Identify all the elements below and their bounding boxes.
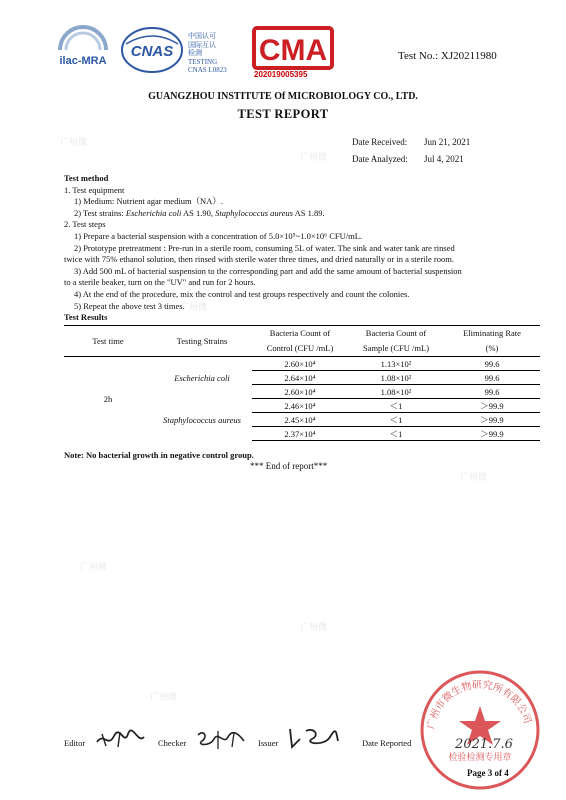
end-of-report: *** End of report*** (250, 461, 328, 471)
col-sample-line1: Bacteria Count of (348, 326, 444, 342)
results-table (64, 325, 540, 441)
eliminating-rate: 99.6 (444, 385, 540, 399)
method-line: 3) Add 500 mL of bacterial suspension to the corresponding part and add the same amount of bacterial suspension (74, 265, 462, 276)
results-heading: Test Results (64, 312, 108, 323)
watermark: 广州微 (300, 622, 328, 632)
control-count: 2.46×10⁴ (252, 399, 348, 413)
stamp-text: 广州市微生物研究所有限公司 (426, 679, 533, 731)
method-line: 2. Test steps (64, 219, 106, 230)
method-heading: Test method (64, 173, 109, 183)
page-number: Page 3 of 4 (467, 768, 509, 778)
control-count: 2.45×10⁴ (252, 413, 348, 427)
sample-count: 1.13×10² (348, 357, 444, 371)
table-row (64, 357, 540, 371)
col-test-time: Test time (64, 326, 152, 357)
test-method-section (64, 173, 544, 324)
dates-block (352, 134, 470, 168)
control-count: 2.60×10⁴ (252, 385, 348, 399)
watermark: 广州微 (180, 302, 208, 312)
method-line (64, 208, 544, 220)
method-line: 5) Repeat the above test 3 times. (74, 300, 185, 311)
institute-name: GUANGZHOU INSTITUTE Of MICROBIOLOGY CO., LTD. (148, 91, 418, 102)
test-time-cell: 2h (103, 393, 113, 404)
checker-label: Checker (158, 738, 187, 748)
cnas-line: 国际互认 (188, 40, 216, 49)
stamp-date: 2021.7.6 (455, 737, 513, 752)
watermark: 广州微 (60, 137, 88, 147)
col-testing-strains: Testing Strains (152, 326, 252, 357)
cma-logo (252, 26, 334, 70)
sample-count: ＜1 (348, 413, 444, 427)
method-line: 2) Prototype pretreatment : Pre-run in a sterile room, consuming 5L of water. The sink and water tank are rinsed (74, 242, 455, 253)
date-analyzed-label: Date Analyzed: (352, 154, 408, 164)
strain-ecoli-code: AS 1.90, (181, 207, 216, 218)
eliminating-rate: ＞99.9 (444, 427, 540, 441)
method-line: 4) At the end of the procedure, mix the control and test groups respectively and count the colonies. (74, 288, 410, 299)
control-count: 2.64×10⁴ (252, 371, 348, 385)
test-number: Test No.: XJ20211980 (398, 50, 497, 62)
cma-text: CMA (258, 34, 328, 67)
date-reported-label: Date Reported (362, 738, 412, 748)
control-count: 2.60×10⁴ (252, 357, 348, 371)
strains-prefix: 2) Test strains: (74, 207, 126, 218)
col-sample-line2: Sample (CFU /mL) (348, 341, 444, 357)
cnas-accreditation-text (188, 32, 227, 75)
report-title: TEST REPORT (237, 107, 329, 121)
issuer-label: Issuer (258, 738, 279, 748)
col-control-line2: Control (CFU /mL) (252, 341, 348, 357)
editor-signature (94, 728, 146, 750)
date-received-value: Jun 21, 2021 (424, 137, 471, 147)
strain-saureus: Staphylococcus aureus (215, 207, 293, 218)
sample-count: 1.08×10² (348, 385, 444, 399)
note (64, 450, 254, 460)
cnas-text: CNAS (130, 43, 174, 60)
strain-ecoli: Escherichia coli (125, 207, 182, 218)
checker-signature (196, 727, 248, 751)
ilac-text: ilac-MRA (59, 55, 107, 67)
issuer-signature (286, 725, 340, 751)
col-rate-line2: (%) (444, 341, 540, 357)
cnas-line: 检测 (188, 49, 202, 57)
watermark: 广州微 (460, 472, 488, 482)
watermark: 广州微 (80, 562, 108, 572)
method-line: 1) Medium: Nutrient agar medium（NA）. (74, 196, 223, 207)
date-analyzed-value: Jul 4, 2021 (424, 154, 464, 164)
control-count: 2.37×10⁴ (252, 427, 348, 441)
col-control-line1: Bacteria Count of (252, 326, 348, 342)
watermark: 广州微 (300, 152, 328, 162)
cnas-logo (120, 26, 184, 74)
strain-cell-ecoli: Escherichia coli (174, 372, 230, 383)
method-line: 1) Prepare a bacterial suspension with a concentration of 5.0×10⁵~1.0×10⁶ CFU/mL. (74, 230, 363, 241)
cma-number: 202019005395 (254, 70, 308, 79)
eliminating-rate: 99.6 (444, 371, 540, 385)
col-rate-line1: Eliminating Rate (444, 326, 540, 342)
date-received-label: Date Received: (352, 137, 408, 147)
editor-label: Editor (64, 738, 86, 748)
eliminating-rate: ＞99.9 (444, 399, 540, 413)
method-line: 1. Test equipment (64, 184, 125, 195)
strain-saureus-code: AS 1.89. (293, 207, 325, 218)
eliminating-rate: 99.6 (444, 357, 540, 371)
sample-count: ＜1 (348, 399, 444, 413)
cnas-line: CNAS L0823 (188, 66, 227, 74)
watermark: 广州微 (150, 692, 178, 702)
sample-count: 1.08×10² (348, 371, 444, 385)
stamp-sub: 检验检测专用章 (448, 753, 512, 763)
sample-count: ＜1 (348, 427, 444, 441)
method-line: to a sterile beaker, turn on the "UV" and run for 2 hours. (64, 277, 256, 288)
note-text: Note: No bacterial growth in negative control group. (64, 450, 254, 460)
eliminating-rate: ＞99.9 (444, 413, 540, 427)
strain-cell-saureus: Staphylococcus aureus (163, 414, 241, 425)
cnas-line: TESTING (188, 57, 218, 66)
method-line: twice with 75% ethanol solution, then rinsed with sterile water three times, and dried naturally or in a sterile room. (64, 254, 454, 265)
ilac-mra-logo (50, 20, 116, 78)
cnas-line: 中国认可 (188, 32, 216, 40)
